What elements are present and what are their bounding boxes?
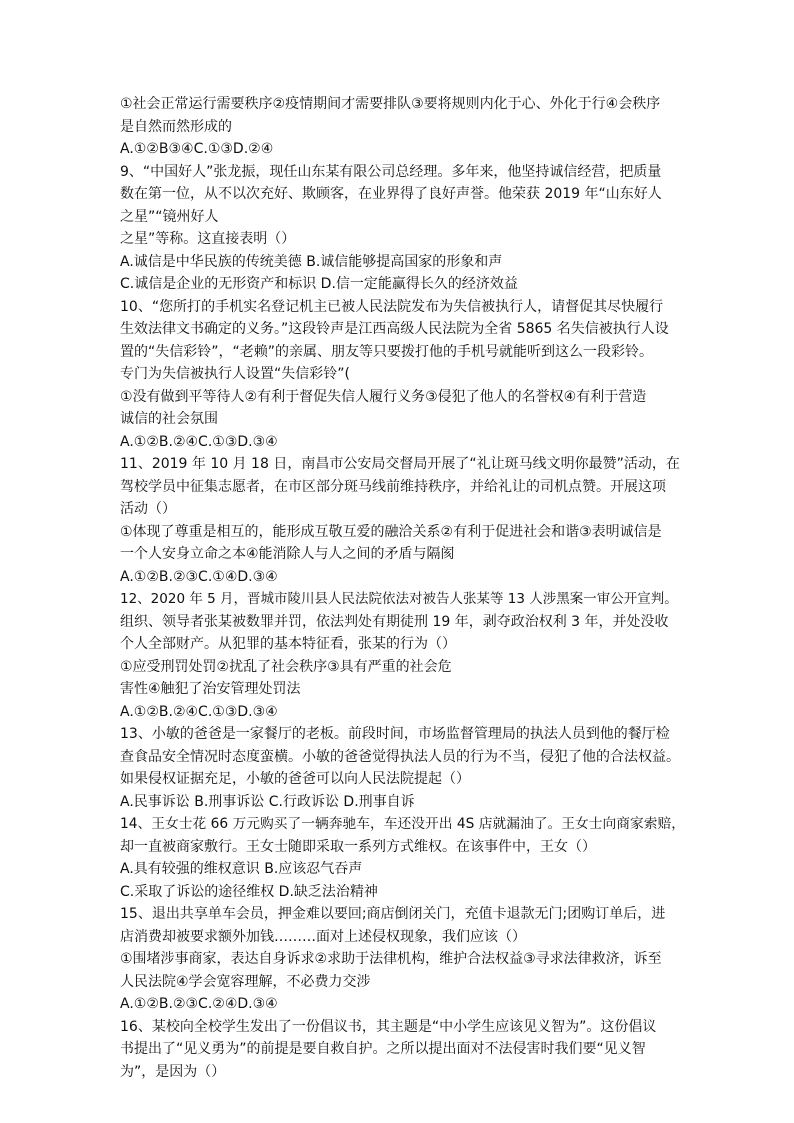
text-line: C.诚信是企业的无形资产和标识 D.信一定能赢得长久的经济效益 — [120, 276, 518, 292]
text-line: 害性④触犯了治安管理处罚法 — [120, 681, 301, 697]
text-line: ①社会正常运行需要秩序②疫情期间才需要排队③要将规则内化于心、外化于行④会秩序 — [120, 96, 661, 112]
text-line: 查食品安全情况时态度蛮横。小敏的爸爸觉得执法人员的行为不当，侵犯了他的合法权益。 — [120, 748, 680, 765]
text-line: 活动（） — [120, 501, 176, 517]
document-page — [120, 93, 686, 1083]
text-line: 11、2019 年 10 月 18 日，南昌市公安局交督局开展了“礼让斑马线文明你最赞”活动，在 — [120, 456, 680, 472]
text-line: 专门为失信被执行人设置“失信彩铃”( — [120, 366, 350, 382]
text-line: ①没有做到平等待人②有利于督促失信人履行义务③侵犯了他人的名誉权④有利于营造 — [120, 388, 647, 405]
text-line: 人民法院④学会宽容理解，不必费力交涉 — [120, 973, 371, 990]
text-line: 为”，是因为（） — [120, 1063, 226, 1080]
text-line: ①围堵涉事商家，表达自身诉求②求助于法律机构，维护合法权益③寻求法律救济，诉至 — [120, 951, 662, 967]
text-line: 一个人安身立命之本④能消除人与人之间的矛盾与隔阂 — [120, 546, 455, 562]
text-line: 是自然而然形成的 — [120, 118, 232, 135]
text-line: A.诚信是中华民族的传统美德 B.诚信能够提高国家的形象和声 — [120, 253, 503, 270]
text-line: A.①②B.②③C.①④D.③④ — [120, 568, 278, 585]
text-line: 诚信的社会氛围 — [120, 411, 218, 427]
text-line: 组织、领导者张某被数罪并罚，依法判处有期徒刑 19 年，剥夺政治权利 3 年，并处没收 — [120, 613, 669, 630]
text-line: 之星”等称。这直接表明（） — [120, 231, 296, 247]
text-line: A.民事诉讼 B.刑事诉讼 C.行政诉讼 D.刑事自诉 — [120, 793, 415, 810]
text-line: 驾校学员中征集志愿者，在市区部分斑马线前维持秩序，并给礼让的司机点赞。开展这项 — [120, 478, 666, 495]
text-line: 却一直被商家敷行。王女士随即采取一系列方式维权。在该事件中，王女（） — [120, 838, 596, 855]
text-line: 书提出了“见义勇为”的前提是要自救自护。之所以提出面对不法侵害时我们要“见义智 — [120, 1041, 646, 1057]
text-line: 数在第一位，从不以次充好、欺顾客，在业界得了良好声誉。他荣获 2019 年“山东好人 — [120, 186, 662, 202]
text-line: 10、“您所打的手机实名登记机主已被人民法院发布为失信被执行人，请督促其尽快履行 — [120, 298, 664, 315]
text-line: 店消费却被要求额外加钱………面对上述侵权现象，我们应该（） — [120, 928, 526, 945]
text-line: 个人全部财产。从犯罪的基本特征看，张某的行为（） — [120, 636, 456, 652]
text-line: 如果侵权证据充足，小敏的爸爸可以向人民法院提起（） — [120, 771, 470, 787]
text-line: ①体现了尊重是相互的，能形成互敬互爱的融洽关系②有利于促进社会和谐③表明诚信是 — [120, 523, 662, 540]
text-line: 生效法律文书确定的义务。”这段铃声是江西高级人民法院为全省 5865 名失信被执行人设 — [120, 321, 669, 337]
text-line: 15、退出共享单车会员，押金难以要回;商店倒闭关门，充值卡退款无门;团购订单后，进 — [120, 906, 666, 922]
text-line: A.具有较强的维权意识 B.应该忍气吞声 — [120, 861, 363, 877]
text-line: ①应受刑罚处罚②扰乱了社会秩序③具有严重的社会危 — [120, 658, 452, 675]
text-line: A.①②B.②④C.①③D.③④ — [120, 703, 278, 720]
text-line: 之星”“镜州好人 — [120, 208, 219, 225]
text-line: 置的“失信彩铃”，“老赖”的亲属、朋友等只要拨打他的手机号就能听到这么一段彩铃。 — [120, 343, 654, 360]
text-line: 13、小敏的爸爸是一家餐厅的老板。前段时间，市场监督管理局的执法人员到他的餐厅检 — [120, 726, 670, 742]
text-line: A.①②B.②④C.①③D.③④ — [120, 433, 278, 450]
text-line: 14、王女士花 66 万元购买了一辆奔驰车，车还没开出 4S 店就漏油了。王女士向商家索赔， — [120, 816, 685, 832]
text-line: A.①②B③④C.①③D.②④ — [120, 141, 274, 157]
text-line: A.①②B.②③C.②④D.③④ — [120, 996, 278, 1012]
text-line: C.采取了诉讼的途径维权 D.缺乏法治精神 — [120, 883, 378, 900]
text-line: 12、2020 年 5 月，晋城市陵川县人民法院依法对被告人张某等 13 人涉黑案一审公开宣判。 — [120, 591, 678, 607]
text-line: 16、某校向全校学生发出了一份倡议书，其主题是“中小学生应该见义智为”。这份倡议 — [120, 1018, 657, 1035]
text-line: 9、“中国好人”张龙振，现任山东某有限公司总经理。多年来，他坚持诚信经营，把质量 — [120, 163, 662, 180]
